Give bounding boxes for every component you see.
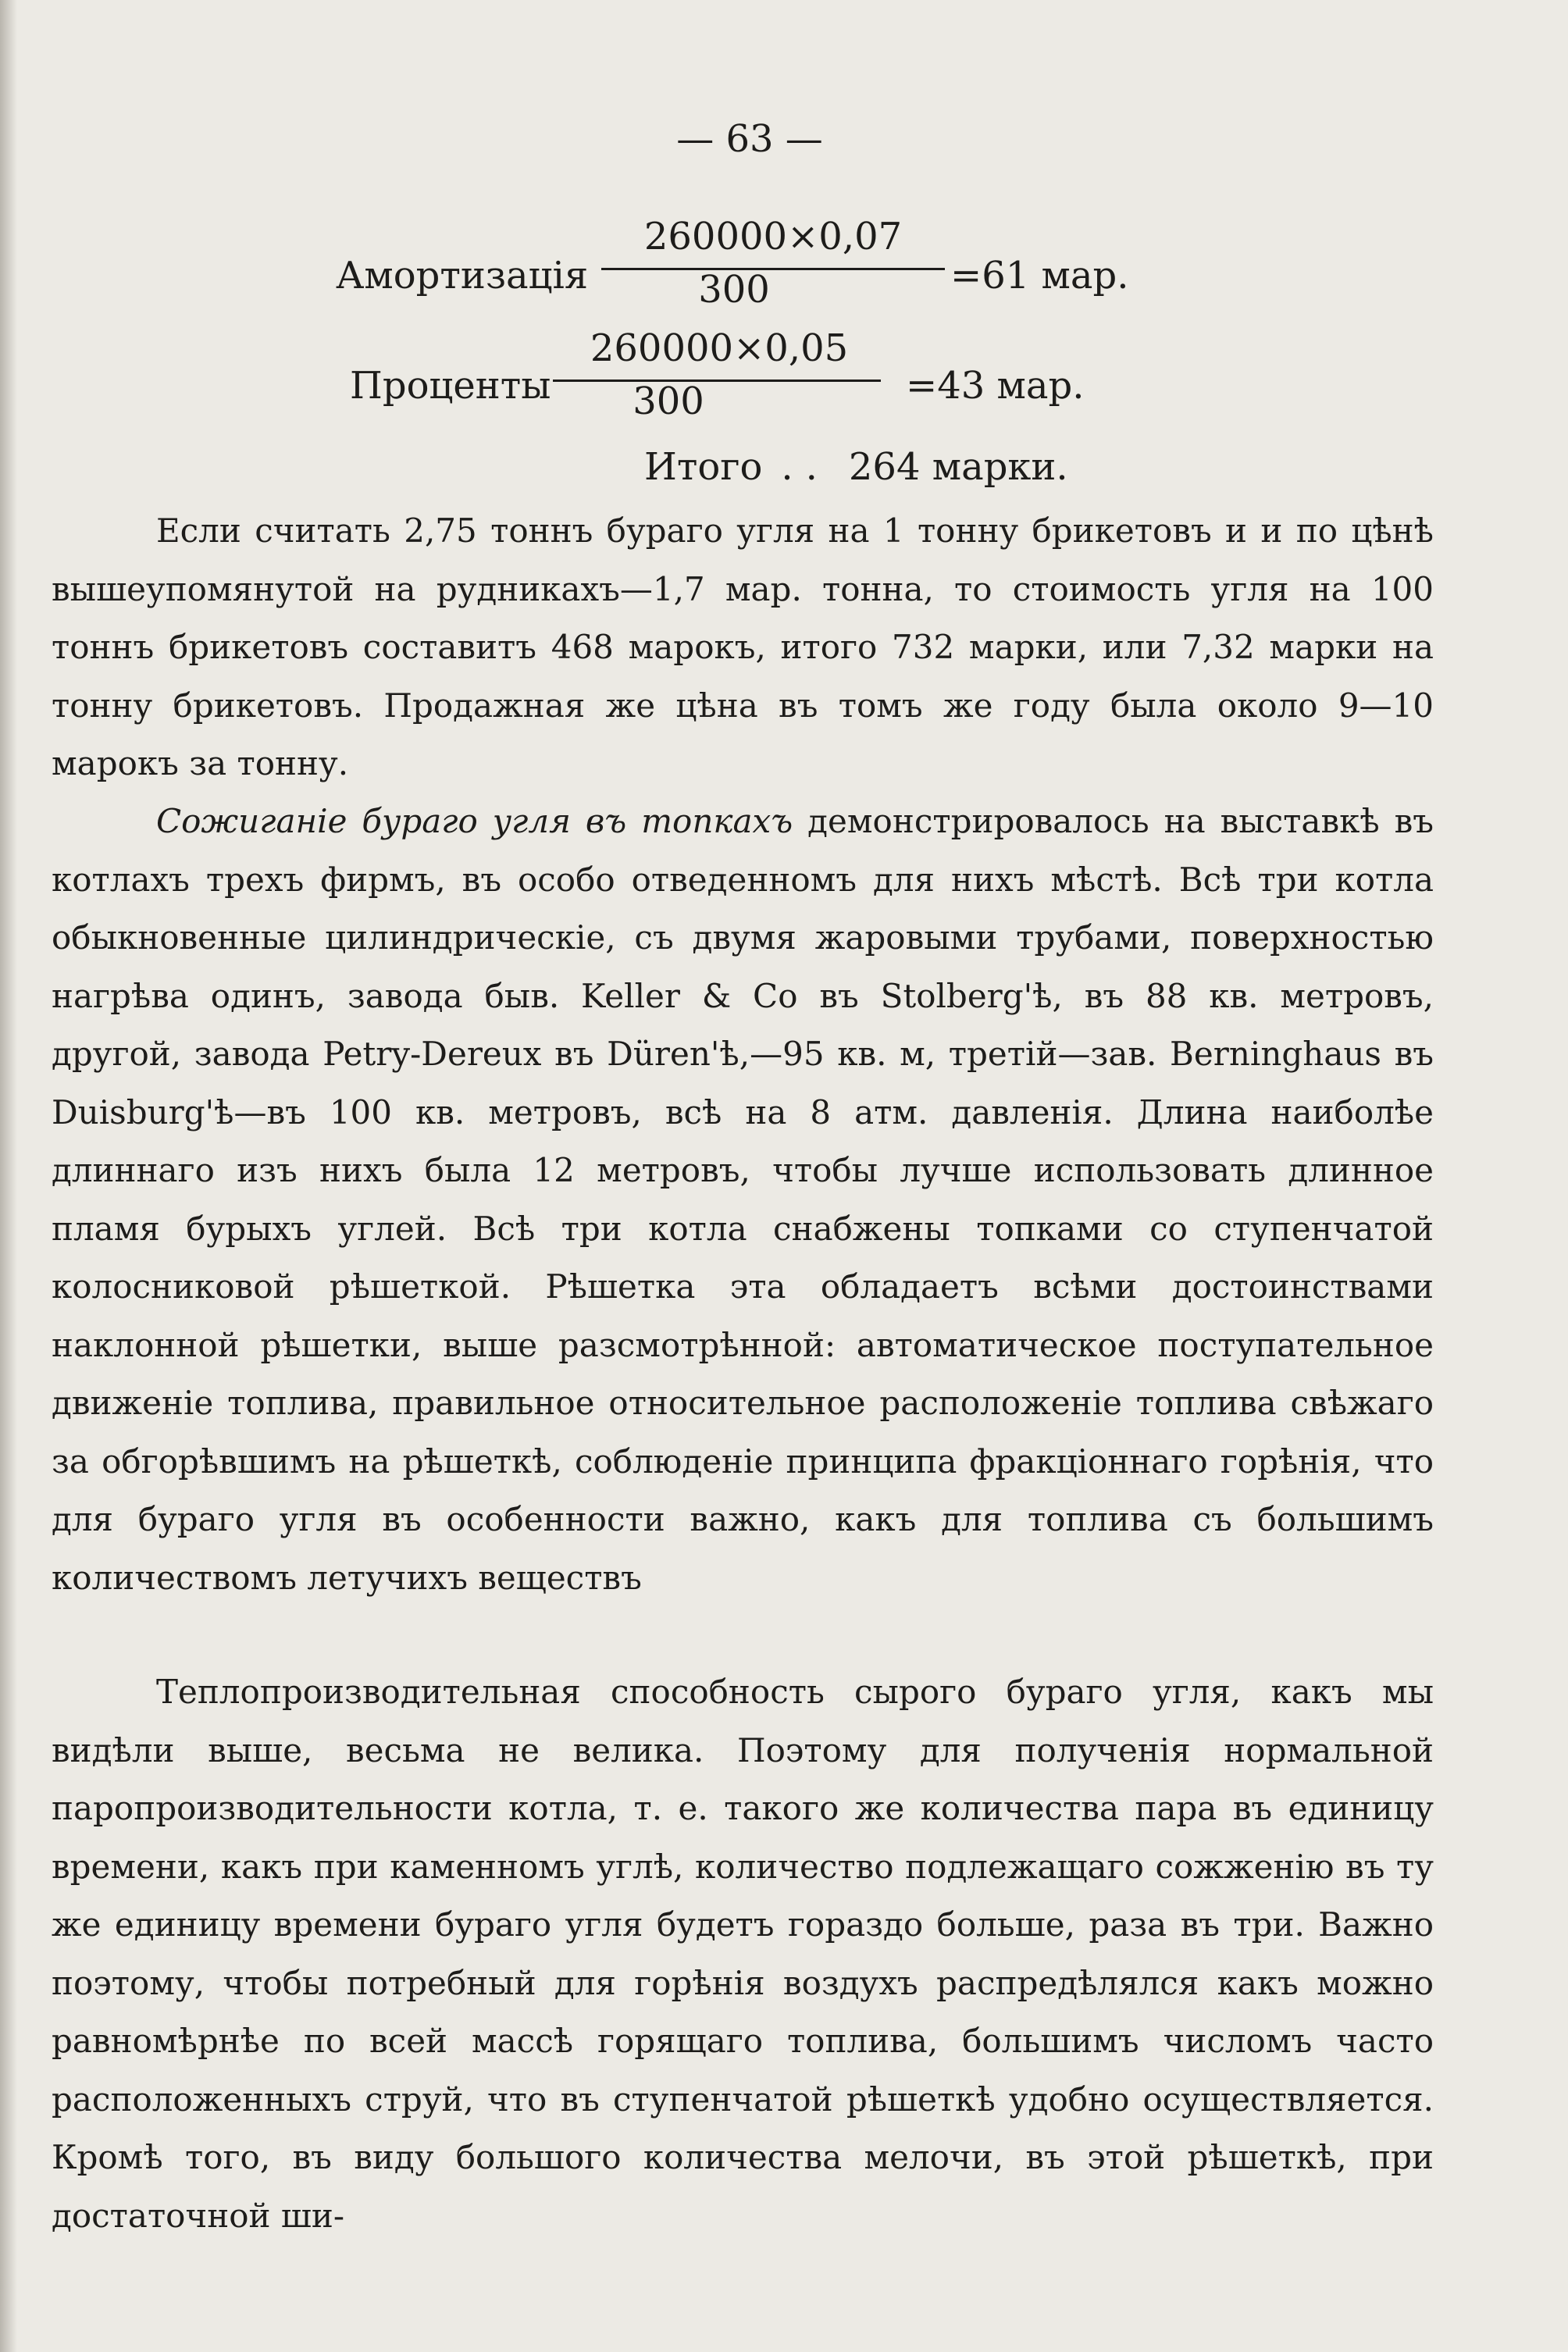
paragraph-italic-lead: Сожиганіе бураго угля въ топкахъ [156, 802, 793, 840]
total-dots: .. [781, 445, 830, 489]
formula-interest [350, 326, 1131, 428]
formula-denominator: 300 [633, 380, 704, 423]
paragraph-3 [52, 1663, 1434, 2245]
paragraph-2 [52, 793, 1434, 1607]
page-spine-shadow [0, 0, 17, 2352]
total-value: 264 марки. [848, 445, 1068, 489]
formula-numerator: 260000×0,05 [590, 326, 849, 370]
total-label: Итого [644, 445, 763, 489]
formula-result: =61 мар. [950, 254, 1129, 298]
formula-result: =43 мар. [906, 364, 1085, 408]
paragraph-1 [52, 502, 1434, 793]
paragraph-text: демонстрировалось на выставкѣ въ котлахъ трехъ фирмъ, въ особо отведенномъ для нихъ мѣстѣ. Всѣ три котла обыкновенные цилиндрическіе, съ двумя жаровыми трубами, поверхностью нагрѣва одинъ, завода быв. Keller & Co въ Stolberg'ѣ, въ 88 кв. метровъ, другой, завода Petry-Dereux въ Düren'ѣ,—95 кв. м, третій—зав. Berninghaus въ Duisburg'ѣ—въ 100 кв. метровъ, всѣ на 8 атм. давленія. Длина наиболѣе длиннаго изъ нихъ была 12 метровъ, чтобы лучше использовать длинное пламя бурыхъ углей. Всѣ три котла снабжены топками со ступенчатой колосниковой рѣшеткой. Рѣшетка эта обладаетъ всѣми достоинствами наклонной рѣшетки, выше разсмотрѣнной: автоматическое поступательное движеніе топлива, правильное относительное расположеніе топлива свѣжаго за обгорѣвшимъ на рѣшеткѣ, соблюденіе принципа фракціоннаго горѣнія, что для бураго угля въ особенности важно, какъ для топлива съ большимъ количествомъ летучихъ веществъ [52, 802, 1434, 1597]
page-number: — 63 — [676, 117, 823, 161]
formula-amortization [336, 215, 1129, 316]
paragraph-text: Если считать 2,75 тоннъ бураго угля на 1 тонну брикетовъ и и по цѣнѣ вышеупомянутой на рудникахъ—1,7 мар. тонна, то стоимость угля на 100 тоннъ брикетовъ составитъ 468 марокъ, итого 732 марки, или 7,32 марки на тонну брикетовъ. Продажная же цѣна въ томъ же году была около 9—10 марокъ за тонну. [52, 511, 1434, 782]
total-line [644, 445, 1068, 489]
formula-numerator: 260000×0,07 [643, 215, 903, 258]
formula-label: Проценты [350, 364, 551, 408]
paragraph-text: Теплопроизводительная способность сырого бураго угля, какъ мы видѣли выше, весьма не велика. Поэтому для полученія нормальной паропроизводительности котла, т. е. такого же количества пара въ единицу времени, какъ при каменномъ углѣ, количество подлежащаго сожженію въ ту же единицу времени бураго угля будетъ гораздо больше, раза въ три. Важно поэтому, чтобы потребный для горѣнія воздухъ распредѣлялся какъ можно равномѣрнѣе по всей массѣ горящаго топлива, большимъ числомъ часто расположенныхъ струй, что въ ступенчатой рѣшеткѣ удобно осуществляется. Кромѣ того, въ виду большого количества мелочи, въ этой рѣшеткѣ, при достаточной ши- [52, 1673, 1434, 2235]
formula-denominator: 300 [698, 268, 770, 312]
formula-label: Амортизація [336, 254, 589, 298]
